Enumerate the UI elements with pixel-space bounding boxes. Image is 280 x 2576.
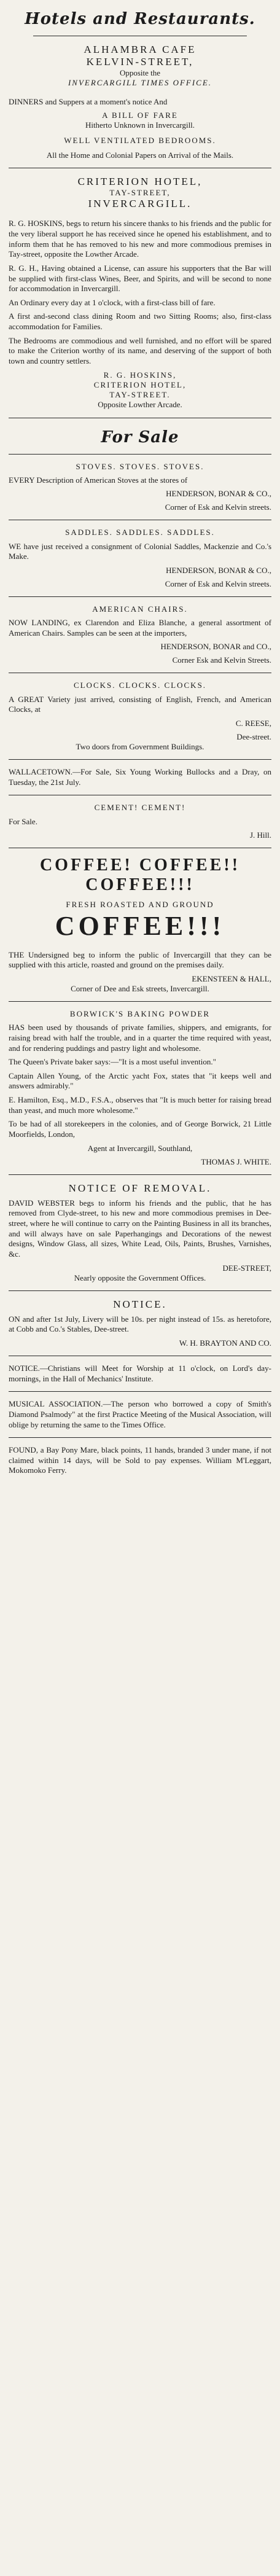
ad-found [9, 1445, 271, 1476]
ad-musical-association [9, 1399, 271, 1430]
ad-cement [9, 803, 271, 840]
clocks-body: A GREAT Variety just arrived, consisting of English, French, and American Clocks, at [9, 694, 271, 714]
section-title-hotels: Hotels and Restaurants. [25, 10, 255, 28]
livery-heading: NOTICE. [113, 1298, 167, 1310]
divider [9, 1437, 271, 1438]
borwick-p4: E. Hamilton, Esq., M.D., F.S.A., observes that "It is much better for raising bread than yeast, and much more wholesome." [9, 1095, 271, 1115]
ad-american-chairs [9, 604, 271, 666]
stoves-firm: HENDERSON, BONAR & CO., [166, 489, 271, 499]
stoves-heading: STOVES. STOVES. STOVES. [76, 461, 204, 471]
alhambra-body: DINNERS and Suppers at a moment's notice And [9, 96, 168, 106]
chairs-firm: HENDERSON, BONAR and CO., [160, 642, 271, 652]
section-title-for-sale: For Sale [101, 427, 179, 447]
ad-criterion [9, 176, 271, 410]
ad-livery [9, 1298, 271, 1348]
ad-saddles [9, 528, 271, 589]
coffee-firm: EKENSTEEN & HALL, [192, 974, 271, 983]
chairs-body: NOW LANDING, ex Clarendon and Eliza Blanche, a general assortment of American Chairs. Samples can be seen at the importers, [9, 618, 271, 638]
coffee-body: THE Undersigned beg to inform the public of Invercargill that they can be supplied with this article, roasted and ground on the premises daily. [9, 950, 271, 970]
cement-heading: CEMENT! CEMENT! [94, 803, 186, 813]
divider [9, 1391, 271, 1392]
cement-sig: J. Hill. [249, 830, 271, 840]
coffee-line3: FRESH ROASTED AND GROUND [66, 900, 214, 910]
divider [9, 454, 271, 455]
borwick-heading: BORWICK'S BAKING POWDER [69, 1009, 211, 1018]
criterion-street: TAY-STREET, [109, 188, 171, 198]
divider [9, 596, 271, 597]
divider [9, 1001, 271, 1002]
criterion-sig3: TAY-STREET. [109, 390, 171, 399]
saddles-heading: SADDLES. SADDLES. SADDLES. [65, 528, 215, 537]
ad-christians [9, 1364, 271, 1384]
ad-clocks [9, 681, 271, 752]
found-body: FOUND, a Bay Pony Mare, black points, 11 hands, branded 3 under mane, if not claimed within 14 days, will be Sold to pay expenses. William M'Leggart, Mokomoko Ferry. [9, 1445, 271, 1475]
cement-body: For Sale. [9, 816, 37, 826]
divider [9, 759, 271, 760]
saddles-firm: HENDERSON, BONAR & CO., [166, 565, 271, 575]
ad-removal [9, 1182, 271, 1283]
criterion-p1: R. G. HOSKINS, begs to return his sincere thanks to his friends and the public for the very liberal support he has received since he opened his establishment, and to inform them that he has removed to his new and more commodious premises in Tay-street, opposite the Lowther Arcade. [9, 219, 271, 259]
criterion-p5: The Bedrooms are commodious and well furnished, and no effort will be spared to make the Criterion worthy of its name, and deserving of the support of both town and country settlers. [9, 335, 271, 365]
ad-coffee [9, 856, 271, 994]
removal-street: DEE-STREET, [222, 1263, 271, 1273]
criterion-name: CRITERION HOTEL, [77, 176, 203, 188]
criterion-p3: An Ordinary every day at 1 o'clock, with a first-class bill of fare. [9, 297, 216, 307]
borwick-p5: To be had of all storekeepers in the colonies, and of George Borwick, 21 Little Moorfields, London, [9, 1119, 271, 1139]
borwick-p1: HAS been used by thousands of private families, shippers, and emigrants, for raising bread with half the trouble, and in a quarter the time required with yeast, and for rendering puddings and pastry light and wholesome. [9, 1023, 271, 1053]
coffee-line2: COFFEE!!! [85, 875, 195, 895]
divider [9, 1174, 271, 1175]
christians-body: NOTICE.—Christians will Meet for Worship at 11 o'clock, on Lord's day-mornings, in the Hall of Mechanics' Institute. [9, 1364, 271, 1383]
divider [9, 1290, 271, 1291]
borwick-sig: THOMAS J. WHITE. [201, 1157, 271, 1166]
borwick-p2: The Queen's Private baker says:—"It is a most useful invention." [9, 1057, 216, 1067]
alhambra-bill: A BILL OF FARE [102, 111, 178, 120]
alhambra-unknown: Hitherto Unknown in Invercargill. [85, 120, 195, 130]
clocks-firm: C. REESE, [235, 718, 271, 728]
alhambra-name: ALHAMBRA CAFE [84, 44, 196, 55]
criterion-sig2: CRITERION HOTEL, [93, 380, 187, 389]
borwick-p6: Agent at Invercargill, Southland, [87, 1143, 193, 1153]
coffee-line1: COFFEE! COFFEE!! [39, 856, 241, 875]
alhambra-ventilated: WELL VENTILATED BEDROOMS. [64, 135, 216, 145]
livery-sig: W. H. BRAYTON AND CO. [179, 1338, 271, 1348]
newspaper-page [0, 10, 280, 1476]
alhambra-opposite: Opposite the [119, 68, 161, 77]
criterion-sig1: R. G. HOSKINS, [103, 370, 177, 380]
criterion-sig4: Opposite Lowther Arcade. [98, 400, 182, 410]
clocks-role: Dee-street. [236, 732, 271, 741]
ad-alhambra [9, 44, 271, 160]
chairs-address: Corner Esk and Kelvin Streets. [172, 655, 271, 665]
saddles-address: Corner of Esk and Kelvin streets. [165, 579, 271, 588]
removal-body: DAVID WEBSTER begs to inform his friends and the public, that he has removed from Clyde-street, to his new and more commodious premises in Dee-street, where he will continue to carry on the Painting Business in all its branches, and will always have on sale Paperhangings and Decorations of the newest designs, Window Glass, all sizes, White Lead, Oils, Paints, Brushes, Varnishes, &c. [9, 1198, 271, 1259]
removal-heading: NOTICE OF REMOVAL. [68, 1182, 212, 1194]
livery-body: ON and after 1st July, Livery will be 10s. per night instead of 15s. as heretofore, at Cobb and Co.'s Stables, Dee-street. [9, 1314, 271, 1334]
saddles-body: WE have just received a consignment of Colonial Saddles, Mackenzie and Co.'s Make. [9, 541, 271, 561]
clocks-heading: CLOCKS. CLOCKS. CLOCKS. [73, 681, 207, 690]
wallacetown-body: WALLACETOWN.—For Sale, Six Young Working Bullocks and a Dray, on Tuesday, the 21st July. [9, 767, 271, 787]
musical-body: MUSICAL ASSOCIATION.—The person who borrowed a copy of Smith's Diamond Psalmody" at the first Practice Meeting of the Musical Association, will oblige by returning the same to the Times Office. [9, 1399, 271, 1429]
removal-address: Nearly opposite the Government Offices. [74, 1273, 206, 1282]
stoves-address: Corner of Esk and Kelvin streets. [165, 502, 271, 512]
stoves-body: EVERY Description of American Stoves at the stores of [9, 475, 188, 485]
alhambra-papers: All the Home and Colonial Papers on Arrival of the Mails. [46, 150, 234, 160]
clocks-address: Two doors from Government Buildings. [76, 741, 204, 751]
criterion-p4: A first and-second class dining Room and two Sitting Rooms; also, first-class accommodation for Families. [9, 311, 271, 331]
borwick-p3: Captain Allen Young, of the Arctic yacht Fox, states that "it keeps well and answers admirably." [9, 1071, 271, 1091]
criterion-p2: R. G. H., Having obtained a License, can assure his supporters that the Bar will be supplied with first-class Wines, Beer, and Spirits, and will be second to none for accommodation in Invercargill. [9, 263, 271, 294]
ad-wallacetown [9, 767, 271, 787]
alhambra-landmark: INVERCARGILL TIMES OFFICE. [68, 78, 212, 88]
ad-borwick [9, 1009, 271, 1167]
ad-stoves [9, 462, 271, 513]
coffee-line4: COFFEE!!! [55, 910, 225, 941]
coffee-address: Corner of Dee and Esk streets, Invercargill. [71, 983, 209, 993]
criterion-city: INVERCARGILL. [88, 198, 192, 210]
alhambra-street: KELVIN-STREET, [86, 56, 194, 68]
chairs-heading: AMERICAN CHAIRS. [92, 604, 188, 614]
